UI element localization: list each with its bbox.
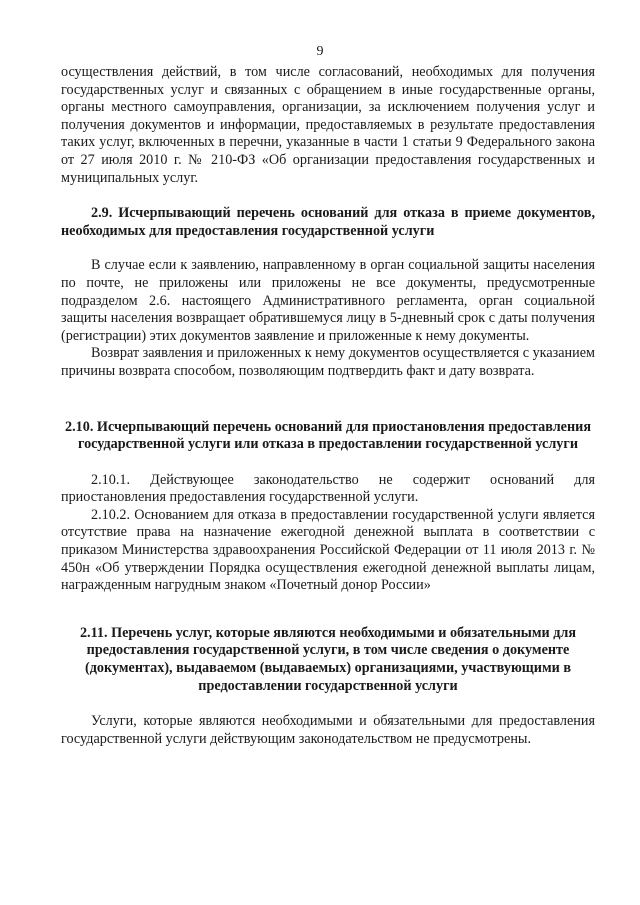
spacer [61, 695, 595, 713]
page-number: 9 [316, 44, 324, 59]
paragraph-intro-continuation: осуществления действий, в том числе согласований, необходимых для получения государственных услуг и связанных с обращением в иные государственные органы, органы местного самоуправления, организации, за исключением получения услуг и получения документов и информации, предоставляемых в результате предоставления таких услуг, включенных в перечни, указанные в части 1 статьи 9 Федерального закона от 27 июля 2010 г. № 210-ФЗ «Об организации предоставления государственных и муниципальных услуг. [61, 64, 595, 186]
section-heading-2-11: 2.11. Перечень услуг, которые являются необходимыми и обязательными для предоставления государственной услуги, в том числе сведения о документе (документах), выдаваемом (выдаваемых) организациями, участвующими в предоставлении государственной услуги [79, 624, 577, 694]
spacer [61, 381, 595, 419]
section-heading-2-10: 2.10. Исчерпывающий перечень оснований для приостановления предоставления государственной услуги или отказа в предоставлении государственной услуги [64, 418, 592, 453]
spacer [61, 187, 595, 205]
paragraph-2-10-1: 2.10.1. Действующее законодательство не содержит оснований для приостановления предоставления государственной услуги. [61, 471, 595, 506]
document-body [61, 64, 595, 748]
paragraph-return-reason: Возврат заявления и приложенных к нему документов осуществляется с указанием причины возврата способом, позволяющим подтвердить факт и дату возврата. [61, 345, 595, 379]
spacer [61, 240, 595, 257]
paragraph-2-10-2: 2.10.2. Основанием для отказа в предоставлении государственной услуги является отсутствие права на назначение ежегодной денежной выплата в соответствии с приказом Министерства здравоохранения Российской Федерации от 11 июля 2013 г. № 450н «Об утверждении Порядка осуществления ежегодной денежной выплаты лицам, награжденным нагрудным знаком «Почетный донор России» [61, 506, 595, 594]
spacer [61, 595, 595, 625]
paragraph-return-by-mail: В случае если к заявлению, направленному в орган социальной защиты населения по почте, не приложены или приложены не все документы, предусмотренные подразделом 2.6. настоящего Административного регламента, орган социальной защиты населения возвращает обратившемуся лицу в 5-дневный срок с даты получения (регистрации) этих документов заявление и приложенные к нему документы. [61, 257, 595, 344]
section-heading-2-9: 2.9. Исчерпывающий перечень оснований для отказа в приеме документов, необходимых для предоставления государственной услуги [61, 205, 595, 239]
spacer [61, 454, 595, 472]
paragraph-required-services: Услуги, которые являются необходимыми и обязательными для предоставления государственной услуги действующим законодательством не предусмотрены. [61, 713, 595, 747]
